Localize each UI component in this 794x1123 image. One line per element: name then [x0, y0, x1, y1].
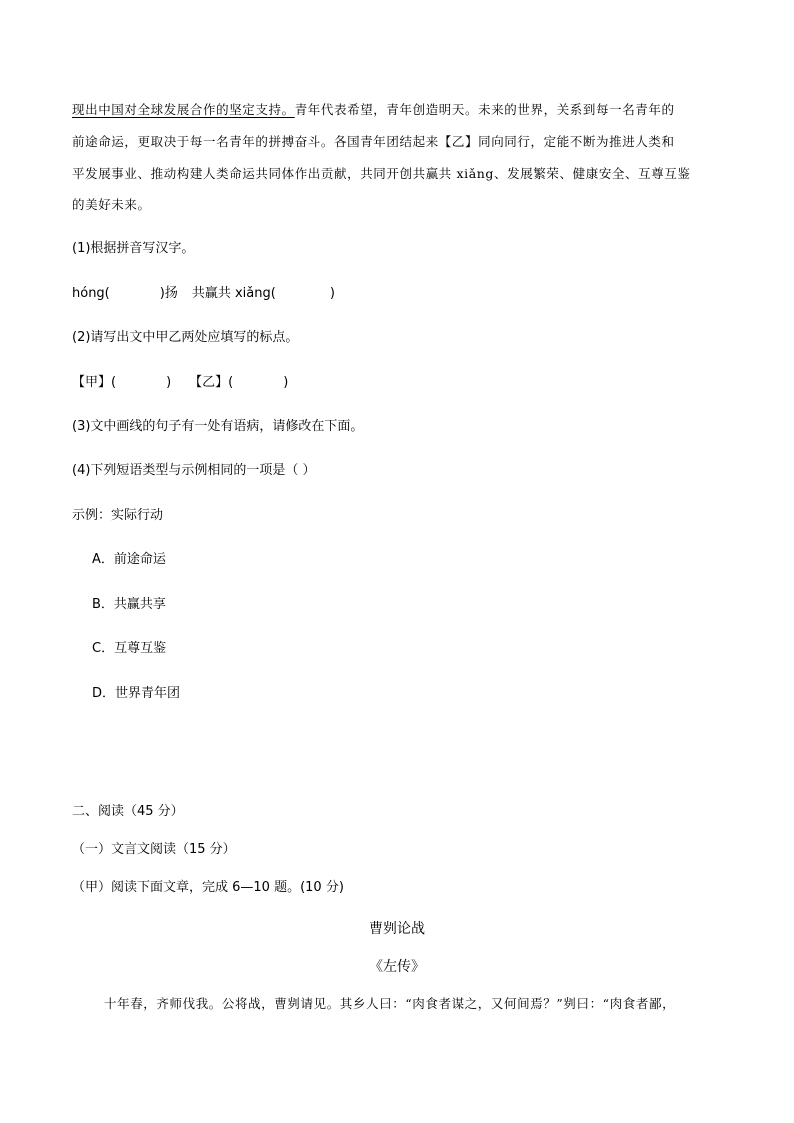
question-3: (3)文中画线的句子有一处有语病，请修改在下面。 [72, 419, 364, 434]
question-2: (2)请写出文中甲乙两处应填写的标点。 [72, 330, 299, 345]
reading-instruction: （甲）阅读下面文章，完成 6—10 题。(10 分) [72, 880, 344, 895]
passage-line-2: 前途命运，更取决于每一名青年的拼搏奋斗。各国青年团结起来【乙】同向同行，定能不断为推进人类和 [72, 134, 675, 149]
blank-yi-suffix: ) [283, 375, 289, 390]
question-1-blanks [72, 285, 335, 303]
option-d[interactable]: D．世界青年团 [92, 686, 181, 701]
section-heading: 二、阅读（45 分） [72, 804, 184, 819]
passage-line-1 [72, 101, 675, 119]
question-1: (1)根据拼音写汉字。 [72, 241, 195, 256]
article-title: 曹刿论战 [369, 921, 425, 937]
example-text: 示例：实际行动 [72, 508, 164, 523]
question-2-blanks [72, 374, 288, 392]
option-b[interactable]: B．共赢共享 [92, 597, 166, 612]
option-c[interactable]: C．互尊互鉴 [92, 641, 167, 656]
passage-line-1-rest: 青年代表希望，青年创造明天。未来的世界，关系到每一名青年的 [294, 102, 675, 117]
question-4: (4)下列短语类型与示例相同的一项是（ ） [72, 463, 316, 478]
blank-jia-suffix: ) [166, 375, 172, 390]
passage-line-4: 的美好未来。 [72, 197, 151, 212]
article-source: 《左传》 [369, 959, 425, 975]
passage-line-3: 平发展事业、推动构建人类命运共同体作出贡献，共同开创共赢共 xiǎng、发展繁荣、健康安全、互尊互鉴 [72, 166, 691, 181]
blank-jia-prefix: 【甲】( [72, 375, 117, 390]
blank-hong-prefix: hóng( [72, 286, 110, 301]
blank-xiang-prefix: 共赢共 xiǎng( [191, 286, 276, 301]
blank-yi-prefix: 【乙】( [189, 375, 234, 390]
blank-hong-suffix: )扬 [159, 286, 178, 301]
article-text: 十年春，齐师伐我。公将战，曹刿请见。其乡人曰：“肉食者谋之，又何间焉？”刿曰：“肉食者鄙， [104, 996, 676, 1011]
blank-xiang-suffix: ) [329, 286, 335, 301]
subsection-heading: （一）文言文阅读（15 分） [72, 842, 236, 857]
underlined-sentence: 现出中国对全球发展合作的坚定支持。 [72, 102, 295, 117]
option-a[interactable]: A．前途命运 [92, 552, 166, 567]
